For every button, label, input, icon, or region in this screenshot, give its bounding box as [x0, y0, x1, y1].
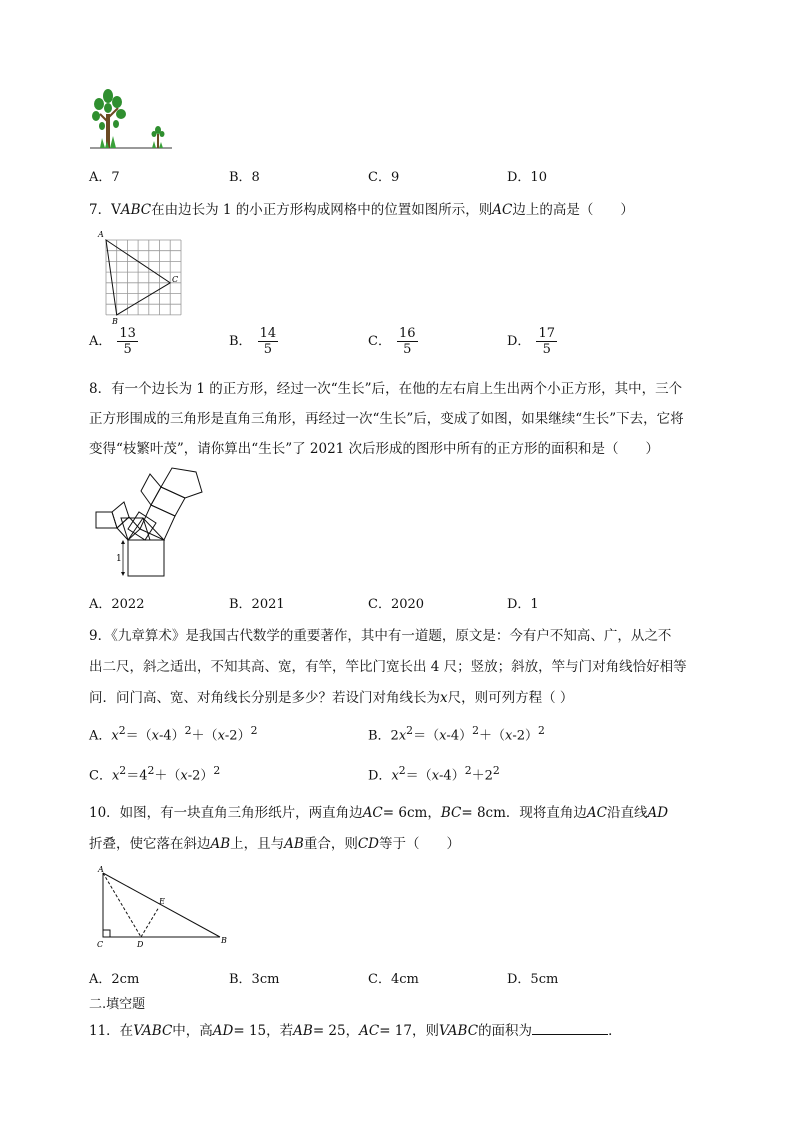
q8-option-c[interactable]: C．2020	[368, 597, 425, 612]
q9-variable: x	[440, 690, 448, 706]
q8-figure-label: 1	[116, 554, 122, 564]
q10-label-c: C	[97, 940, 104, 949]
q8-option-d[interactable]: D．1	[507, 597, 539, 612]
section-heading-fill-in: 二.填空题	[89, 997, 146, 1012]
q11-answer-blank[interactable]	[532, 1022, 608, 1035]
q7-grid-figure	[96, 226, 188, 326]
tree-illustration	[88, 86, 176, 152]
q7-option-b-fraction: $\frac{14}{5}$	[259, 326, 277, 357]
q8-line3: 变得“枝繁叶茂”，请你算出“生长”了 2021 次后形成的图形中所有的正方形的面积和是（ ）	[89, 441, 660, 457]
q9-option-c[interactable]: C．$x^2=4^2+(x-2)^2$	[89, 764, 221, 784]
q7-ac: AC	[492, 202, 513, 218]
q7-label-a: A	[98, 230, 104, 239]
q8-squares-figure	[88, 466, 218, 582]
q7-option-c-fraction: $\frac{16}{5}$	[398, 326, 416, 357]
q9-option-d[interactable]: D．$x^2=(x-4)^2+2^2$	[368, 764, 500, 784]
q6-option-d[interactable]: D．10	[507, 170, 547, 185]
q8-line2: 正方形围成的三角形是直角三角形，再经过一次“生长”后，变成了如图，如果继续“生长”下去，它将	[89, 411, 684, 427]
q10-label-b: B	[221, 936, 227, 945]
q9-option-b[interactable]: B．$2x^2=(x-4)^2+(x-2)^2$	[368, 724, 545, 744]
q7-option-b[interactable]: B． $\frac{14}{5}$	[229, 326, 277, 357]
q10-option-d[interactable]: D．5cm	[507, 972, 559, 987]
q9-option-a[interactable]: A．$x^2=(x-4)^2+(x-2)^2$	[89, 724, 258, 744]
q7-option-a[interactable]: A． $\frac{13}{5}$	[89, 326, 136, 357]
q6-option-b[interactable]: B．8	[229, 170, 260, 185]
q7-text2: 边上的高是（ ）	[512, 202, 634, 218]
q10-option-c[interactable]: C．4cm	[368, 972, 419, 987]
q11-question: 11．在VABC中，高AD= 15，若AB= 25，AC= 17，则VABC的面积为 ．	[89, 1023, 622, 1039]
q10-triangle-figure	[90, 864, 240, 950]
q9-line2: 出二尺，斜之适出，不知其高、宽，有竿，竿比门宽长出 4 尺；竖放；斜放，竿与门对角线恰好相等	[89, 659, 687, 675]
q10-label-e: E	[159, 897, 165, 906]
q10-label-d: D	[137, 940, 144, 949]
q7-option-a-fraction: $\frac{13}{5}$	[119, 326, 136, 357]
q7-triangle-symbol: V	[111, 202, 121, 218]
q10-option-b[interactable]: B．3cm	[229, 972, 280, 987]
q7-question	[89, 198, 634, 218]
q7-text1: 在由边长为 1 的小正方形构成网格中的位置如图所示，则	[151, 202, 493, 218]
q8-line1: 8．有一个边长为 1 的正方形，经过一次“生长”后，在他的左右肩上生出两个小正方形，其中，三个	[89, 381, 683, 397]
q9-line1: 9．《九章算术》是我国古代数学的重要著作，其中有一道题，原文是：今有户不知高、广，从之不	[89, 628, 672, 644]
q7-option-c[interactable]: C． $\frac{16}{5}$	[368, 326, 416, 357]
q7-option-d-fraction: $\frac{17}{5}$	[538, 326, 555, 357]
q7-triangle-name: ABC	[120, 202, 152, 218]
q9-line3: 问．问门高、宽、对角线长分别是多少？若设门对角线长为x尺，则可列方程（ ）	[89, 690, 574, 706]
q8-option-a[interactable]: A．2022	[89, 597, 145, 612]
q7-number: 7．	[89, 202, 112, 218]
q7-label-c: C	[172, 275, 179, 284]
q8-option-b[interactable]: B．2021	[229, 597, 285, 612]
q10-label-a: A	[98, 865, 104, 874]
q7-option-d[interactable]: D． $\frac{17}{5}$	[507, 326, 555, 357]
q6-option-c[interactable]: C．9	[368, 170, 400, 185]
q6-option-a[interactable]: A．7	[89, 170, 120, 185]
q7-label-b: B	[112, 317, 118, 326]
q10-line2: 折叠，使它落在斜边AB上，且与AB重合，则CD等于（ ）	[89, 836, 460, 852]
q10-option-a[interactable]: A．2cm	[89, 972, 140, 987]
q10-line1: 10．如图，有一块直角三角形纸片，两直角边AC= 6cm，BC= 8cm．现将直角边AC沿直线AD	[89, 805, 669, 821]
